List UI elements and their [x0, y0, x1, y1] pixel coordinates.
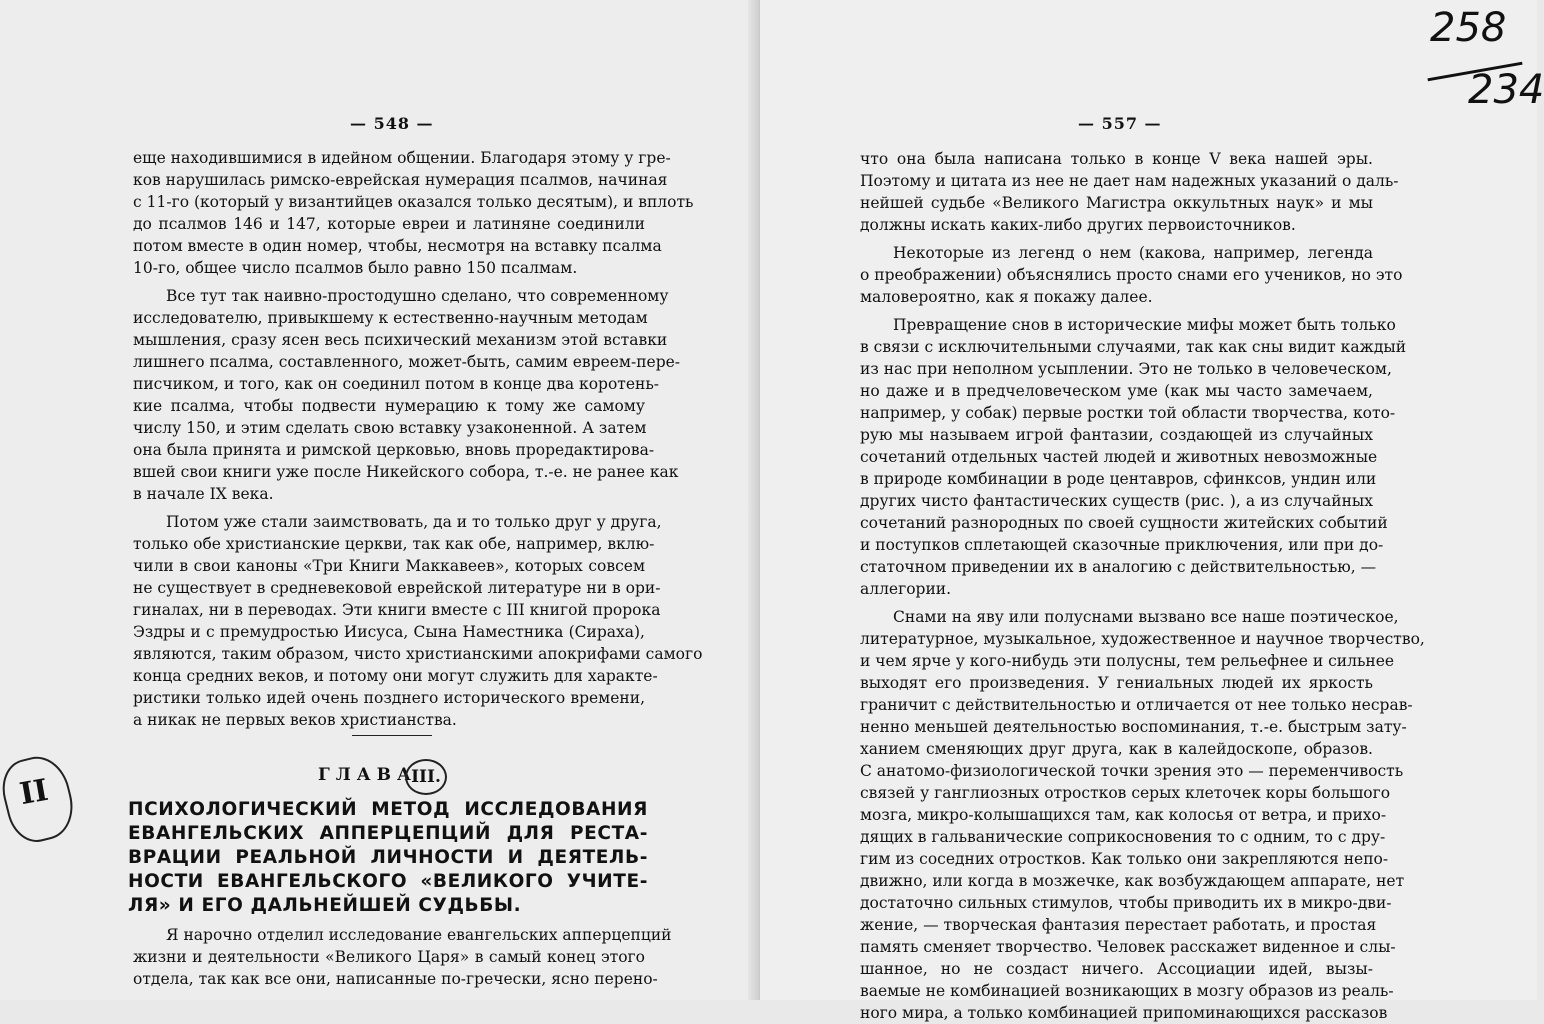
text-line: что она была написана только в конце V века нашей эры.: [860, 150, 1373, 168]
text-line: жение, — творческая фантазия перестает работать, и простая: [860, 916, 1377, 934]
right-page: [760, 0, 1537, 1022]
text-line: статочном приведении их в аналогию с действительностью, —: [860, 558, 1377, 576]
text-line: в начале IX века.: [133, 485, 274, 503]
right-page-text: [860, 148, 1425, 1024]
text-line: только обе христианские церкви, так как обе, например, вклю-: [133, 535, 655, 553]
text-line: других чисто фантастических существ (рис. ), а из случайных: [860, 492, 1373, 510]
text-line: еще находившимися в идейном общении. Благодаря этому у гре-: [133, 149, 671, 167]
text-line: исследователю, привыкшему к естественно-научным методам: [133, 309, 648, 327]
text-line: вшей свои книги уже после Никейского собора, т.-е. не ранее как: [133, 463, 679, 481]
chapter-label: ГЛАВА: [318, 765, 417, 785]
text-line: ваемые не комбинацией возникающих в мозгу образов из реаль-: [860, 982, 1394, 1000]
left-page-number: — 548 —: [350, 114, 434, 133]
text-line: рую мы называем игрой фантазии, создающей из случайных: [860, 426, 1373, 444]
text-line: Превращение снов в исторические мифы может быть только: [893, 316, 1396, 334]
text-line: кие псалма, чтобы подвести нумерацию к тому же самому: [133, 397, 645, 415]
text-line: граничит с действительностью и отличается от нее только несрав-: [860, 696, 1413, 714]
text-line: мышления, сразу ясен весь психический механизм этой вставки: [133, 331, 668, 349]
text-line: Я нарочно отделил исследование евангельских апперцепций: [166, 926, 672, 944]
text-line: Потом уже стали заимствовать, да и то только друг у друга,: [166, 513, 662, 531]
text-line: ного мира, а только комбинацией припоминающихся рассказов: [860, 1004, 1388, 1022]
text-line: сочетаний разнородных по своей сущности житейских событий: [860, 514, 1388, 532]
text-line: в природе комбинации в роде центавров, сфинксов, ундин или: [860, 470, 1377, 488]
left-page: [0, 0, 760, 1000]
archive-number-crossed: 258: [1430, 5, 1507, 51]
text-line: с 11-го (который у византийцев оказался только десятым), и вплоть: [133, 193, 694, 211]
text-line: а никак не первых веков христианства.: [133, 711, 457, 729]
text-line: ЕВАНГЕЛЬСКИХ АППЕРЦЕПЦИЙ ДЛЯ РЕСТА-: [128, 823, 648, 844]
text-line: и поступков сплетающей сказочные приключения, или при до-: [860, 536, 1384, 554]
text-line: но даже и в предчеловеческом уме (как мы часто замечаем,: [860, 382, 1373, 400]
text-line: НОСТИ ЕВАНГЕЛЬСКОГО «ВЕЛИКОГО УЧИТЕ-: [128, 871, 648, 892]
text-line: дящих в гальванические соприкосновения то с одним, то с дру-: [860, 828, 1386, 846]
text-line: гим из соседних отростков. Как только они закрепляются непо-: [860, 850, 1389, 868]
text-line: чили в свои каноны «Три Книги Маккавеев», которых совсем: [133, 557, 645, 575]
text-line: являются, таким образом, чисто христианскими апокрифами самого: [133, 645, 703, 663]
text-line: С анатомо-физиологической точки зрения это — переменчивость: [860, 762, 1404, 780]
text-line: мозга, микро-колышащихся там, как колосья от ветра, и прихо-: [860, 806, 1387, 824]
text-line: о преображении) объяснялись просто снами его учеников, но это: [860, 266, 1403, 284]
text-line: числу 150, и этим сделать свою вставку узаконенной. А затем: [133, 419, 647, 437]
text-line: лишнего псалма, составленного, может-быть, самим евреем-пере-: [133, 353, 681, 371]
text-line: в связи с исключительными случаями, так как сны видит каждый: [860, 338, 1407, 356]
text-line: Все тут так наивно-простодушно сделано, что современному: [166, 287, 669, 305]
text-line: жизни и деятельности «Великого Царя» в самый конец этого: [133, 948, 645, 966]
text-line: должны искать каких-либо других первоисточников.: [860, 216, 1296, 234]
archive-number-current: 234: [1468, 67, 1544, 113]
text-line: Поэтому и цитата из нее не дает нам надежных указаний о даль-: [860, 172, 1399, 190]
text-line: ристики только идей очень позднего исторического времени,: [133, 689, 645, 707]
text-line: сочетаний отдельных частей людей и животных невозможные: [860, 448, 1378, 466]
text-line: Эздры и с премудростью Иисуса, Сына Наместника (Сираха),: [133, 623, 645, 641]
text-line: Снами на яву или полуснами вызвано все наше поэтическое,: [893, 608, 1399, 626]
text-line: движно, или когда в мозжечке, как возбуждающем аппарате, нет: [860, 872, 1405, 890]
text-line: шанное, но не создаст ничего. Ассоциации идей, вызы-: [860, 960, 1373, 978]
text-line: литературное, музыкальное, художественное и научное творчество,: [860, 630, 1425, 648]
chapter-number: III.: [405, 759, 447, 795]
right-page-number: — 557 —: [1078, 114, 1162, 133]
text-line: связей у ганглиозных отростков серых клеточек коры большого: [860, 784, 1391, 802]
text-line: маловероятно, как я покажу далее.: [860, 288, 1153, 306]
text-line: Некоторые из легенд о нем (какова, например, легенда: [893, 244, 1373, 262]
text-line: из нас при неполном усыплении. Это не только в человеческом,: [860, 360, 1392, 378]
text-line: выходят его произведения. У гениальных людей их яркость: [860, 674, 1373, 692]
text-line: гиналах, ни в переводах. Эти книги вместе с III книгой пророка: [133, 601, 661, 619]
margin-mark-text: II: [17, 772, 51, 813]
archive-number: [1430, 5, 1544, 113]
text-line: 10-го, общее число псалмов было равно 150 псалмам.: [133, 259, 578, 277]
text-line: ханием сменяющих друг друга, как в калейдоскопе, образов.: [860, 740, 1373, 758]
text-line: ВРАЦИИ РЕАЛЬНОЙ ЛИЧНОСТИ И ДЕЯТЕЛЬ-: [128, 847, 648, 868]
text-line: ЛЯ» И ЕГО ДАЛЬНЕЙШЕЙ СУДЬБЫ.: [128, 895, 522, 916]
chapter-title: [128, 798, 648, 918]
text-line: достаточно сильных стимулов, чтобы приводить их в микро-дви-: [860, 894, 1392, 912]
text-line: нейшей судьбе «Великого Магистра оккультных наук» и мы: [860, 194, 1373, 212]
text-line: отдела, так как все они, написанные по-гречески, ясно перено-: [133, 970, 658, 988]
text-line: и чем ярче у кого-нибудь эти полусны, тем рельефнее и сильнее: [860, 652, 1395, 670]
text-line: писчиком, и того, как он соединил потом в конце два коротень-: [133, 375, 660, 393]
chapter-body-text: [133, 924, 672, 990]
text-line: не существует в средневековой еврейской литературе ни в ори-: [133, 579, 661, 597]
text-line: ков нарушилась римско-еврейская нумерация псалмов, начиная: [133, 171, 668, 189]
section-divider: [352, 735, 432, 736]
text-line: конца средних веков, и потому они могут служить для характе-: [133, 667, 658, 685]
text-line: до псалмов 146 и 147, которые евреи и латиняне соединили: [133, 215, 645, 233]
text-line: память сменяет творчество. Человек расскажет виденное и слы-: [860, 938, 1396, 956]
text-line: ПСИХОЛОГИЧЕСКИЙ МЕТОД ИССЛЕДОВАНИЯ: [128, 799, 648, 820]
text-line: ненно меньшей деятельностью воспоминания, т.-е. быстрым зату-: [860, 718, 1407, 736]
text-line: аллегории.: [860, 580, 952, 598]
text-line: потом вместе в один номер, чтобы, несмотря на вставку псалма: [133, 237, 662, 255]
text-line: она была принята и римской церковью, вновь проредактирова-: [133, 441, 655, 459]
text-line: например, у собак) первые ростки той области творчества, кото-: [860, 404, 1396, 422]
left-page-text: [133, 147, 703, 731]
